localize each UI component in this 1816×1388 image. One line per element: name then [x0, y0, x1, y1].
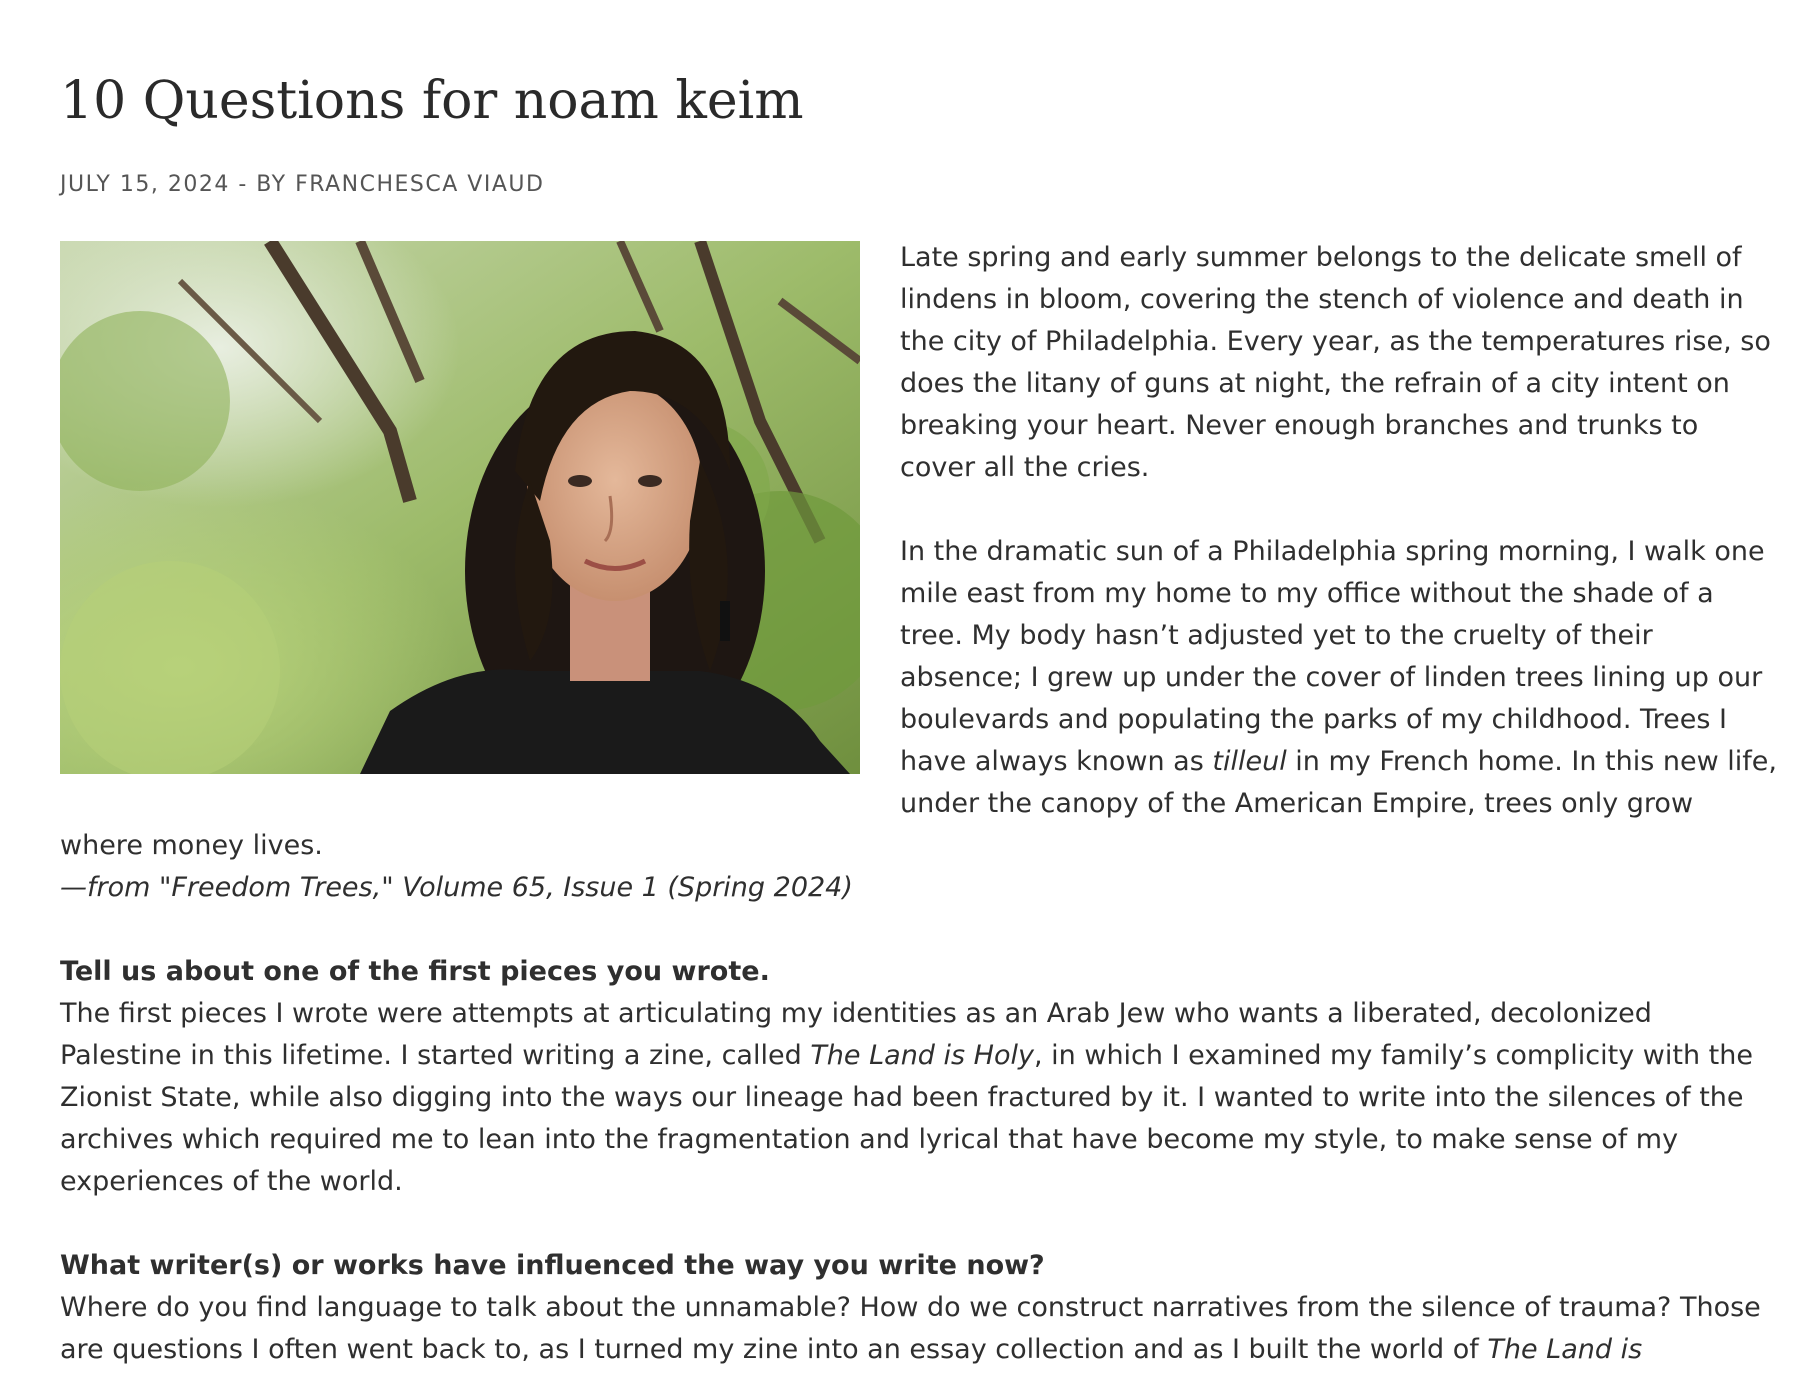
answer-2: Where do you find language to talk about the unnamable? How do we construct narratives from the silence of trauma? Those are questions I often went back to, as I turned my zine into an essay collection and as I built the world of The Land is [60, 1292, 1761, 1366]
excerpt-source: —from "Freedom Trees," Volume 65, Issue 1 (Spring 2024) [60, 872, 853, 904]
portrait-photo [60, 241, 860, 774]
article-title: 10 Questions for noam keim [60, 71, 804, 131]
article-meta: JULY 15, 2024 - BY FRANCHESCA VIAUD [60, 172, 545, 198]
article-body [60, 237, 1780, 1371]
intro-paragraph-1: Late spring and early summer belongs to the delicate smell of lindens in bloom, covering the stench of violence and death in the city of Philadelphia. Every year, as the temperatures rise, so does the litany of guns at night, the refrain of a city intent on breaking your heart. Never enough branches and trunks to cover all the cries. [900, 242, 1771, 484]
intro-paragraph-2: In the dramatic sun of a Philadelphia spring morning, I walk one mile east from my home to my office without the shade of a tree. My body hasn’t adjusted yet to the cruelty of their absence; I grew up under the cover of linden trees lining up our boulevards and populating the parks of my childhood. Trees I have always known as tilleul in my French home. In this new life, under the canopy of the American Empire, trees only grow where money lives. [60, 536, 1777, 862]
answer-1: The first pieces I wrote were attempts at articulating my identities as an Arab Jew who wants a liberated, decolonized Palestine in this lifetime. I started writing a zine, called The Land is Holy, in which I examined my family’s complicity with the Zionist State, while also digging into the ways our lineage had been fractured by it. I wanted to write into the silences of the archives which required me to lean into the fragmentation and lyrical that have become my style, to make sense of my experiences of the world. [60, 998, 1753, 1198]
question-2: What writer(s) or works have influenced the way you write now? [60, 1250, 1045, 1282]
article [60, 70, 1780, 1371]
question-1: Tell us about one of the first pieces you wrote. [60, 956, 770, 988]
